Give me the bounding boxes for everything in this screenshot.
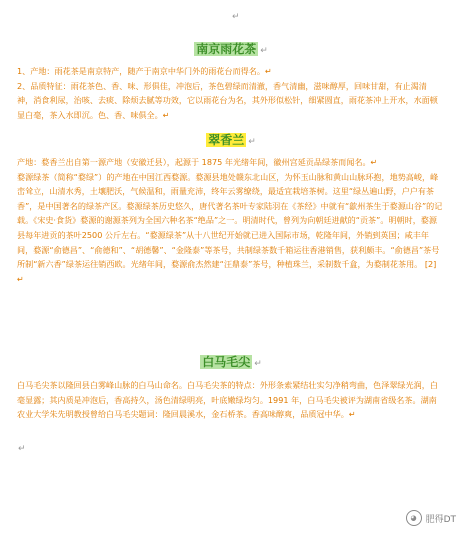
paragraph-mark: ↵	[232, 12, 240, 22]
watermark-text: 肥得DT	[425, 514, 456, 525]
paragraph-mark: ↵	[260, 46, 268, 56]
section-body-baima-maojian	[17, 378, 443, 422]
paragraph: 白马毛尖茶以隆回县白雾峰山脉的白马山命名。白马毛尖茶的特点：外形条索紧结壮实匀净稍弯曲，色泽翠绿光润，白毫显露；其内质是冲泡后，香高持久，汤色清绿明亮，叶底嫩绿均匀。1991 年，白马毛尖被评为湖南省级名茶。湖南农业大学朱先明教授曾给白马毛尖题词：隆回晨溪水，金石桥茶。香高味醇爽，品质冠中华。↵	[17, 380, 438, 420]
paragraph: 产地：婺香兰出自第一源产地（安徽迁县），起源于 1875 年光绪年间，徽州宫延贡品绿茶而闻名。↵	[17, 157, 378, 167]
paragraph-mark: ↵	[248, 137, 256, 147]
section-title-baima-maojian: 白马毛尖 ↵	[202, 355, 262, 369]
paragraph: 1、产地：雨花茶是南京特产，随产于南京中华门外的雨花台而得名。↵	[17, 66, 272, 76]
section-body-cuixianglan	[17, 155, 443, 286]
paragraph-mark: ↵	[18, 444, 26, 454]
paragraph-mark: ↵	[254, 359, 262, 369]
watermark	[406, 510, 456, 526]
section-title-cuixianglan: 翠香兰 ↵	[208, 133, 256, 147]
wechat-icon: ◕	[406, 510, 422, 526]
paragraph: 婺源绿茶（简称“婺绿”）的产地在中国江西婺源。婺源县地处赣东北山区，为怀玉山脉和黄山山脉环抱，地势高峻，峰峦耸立，山清水秀，土壤肥沃，气候温和，雨量充沛，终年云雾缭绕，最适宜栽培茶树。这里“绿丛遍山野，户户有茶香”，是中国著名的绿茶产区。婺源绿茶历史悠久，唐代著名茶叶专家陆羽在《茶经》中就有“歙州茶生于婺源山谷”的记载。《宋史·食货》婺源的谢源茶列为全国六种名茶“绝品”之一。明清时代，曾列为向朝廷进献的“贡茶”。明朝时，婺源县每年进贡的茶叶2500 公斤左右。“婺源绿茶”从十八世纪开始就已进入国际市场，乾隆年间，外销到英国；咸丰年间，婺源“俞德昌”、“俞德和”、“胡德馨”、“金隆泰”等茶号，共制绿茶数千箱运往香港销售，获利颇丰。“俞德昌”茶号所制“新六香”绿茶运往销西欧。光绪年间，婺源俞杰然建“汪鼎泰”茶号，种植珠兰，采制数千盒，为婺制花茶用。 [2]↵	[17, 171, 443, 284]
section-body-nanjing-yuhua	[17, 64, 443, 122]
section-title-nanjing-yuhua: 南京雨花茶 ↵	[196, 42, 268, 56]
paragraph: 2、品质特征：雨花茶色、香、味、形俱佳，冲泡后，茶色碧绿而清澈，香气清幽，滋味醇厚，回味甘甜，有止渴清神，消食利尿，治咳、去痰、除烦去腻等功效，它以雨花台为名，其外形似松针，细紧圆直，雨花茶冲上开水，水面顿显白毫，茶入水即沉。色、香、味俱全。↵	[17, 80, 438, 120]
